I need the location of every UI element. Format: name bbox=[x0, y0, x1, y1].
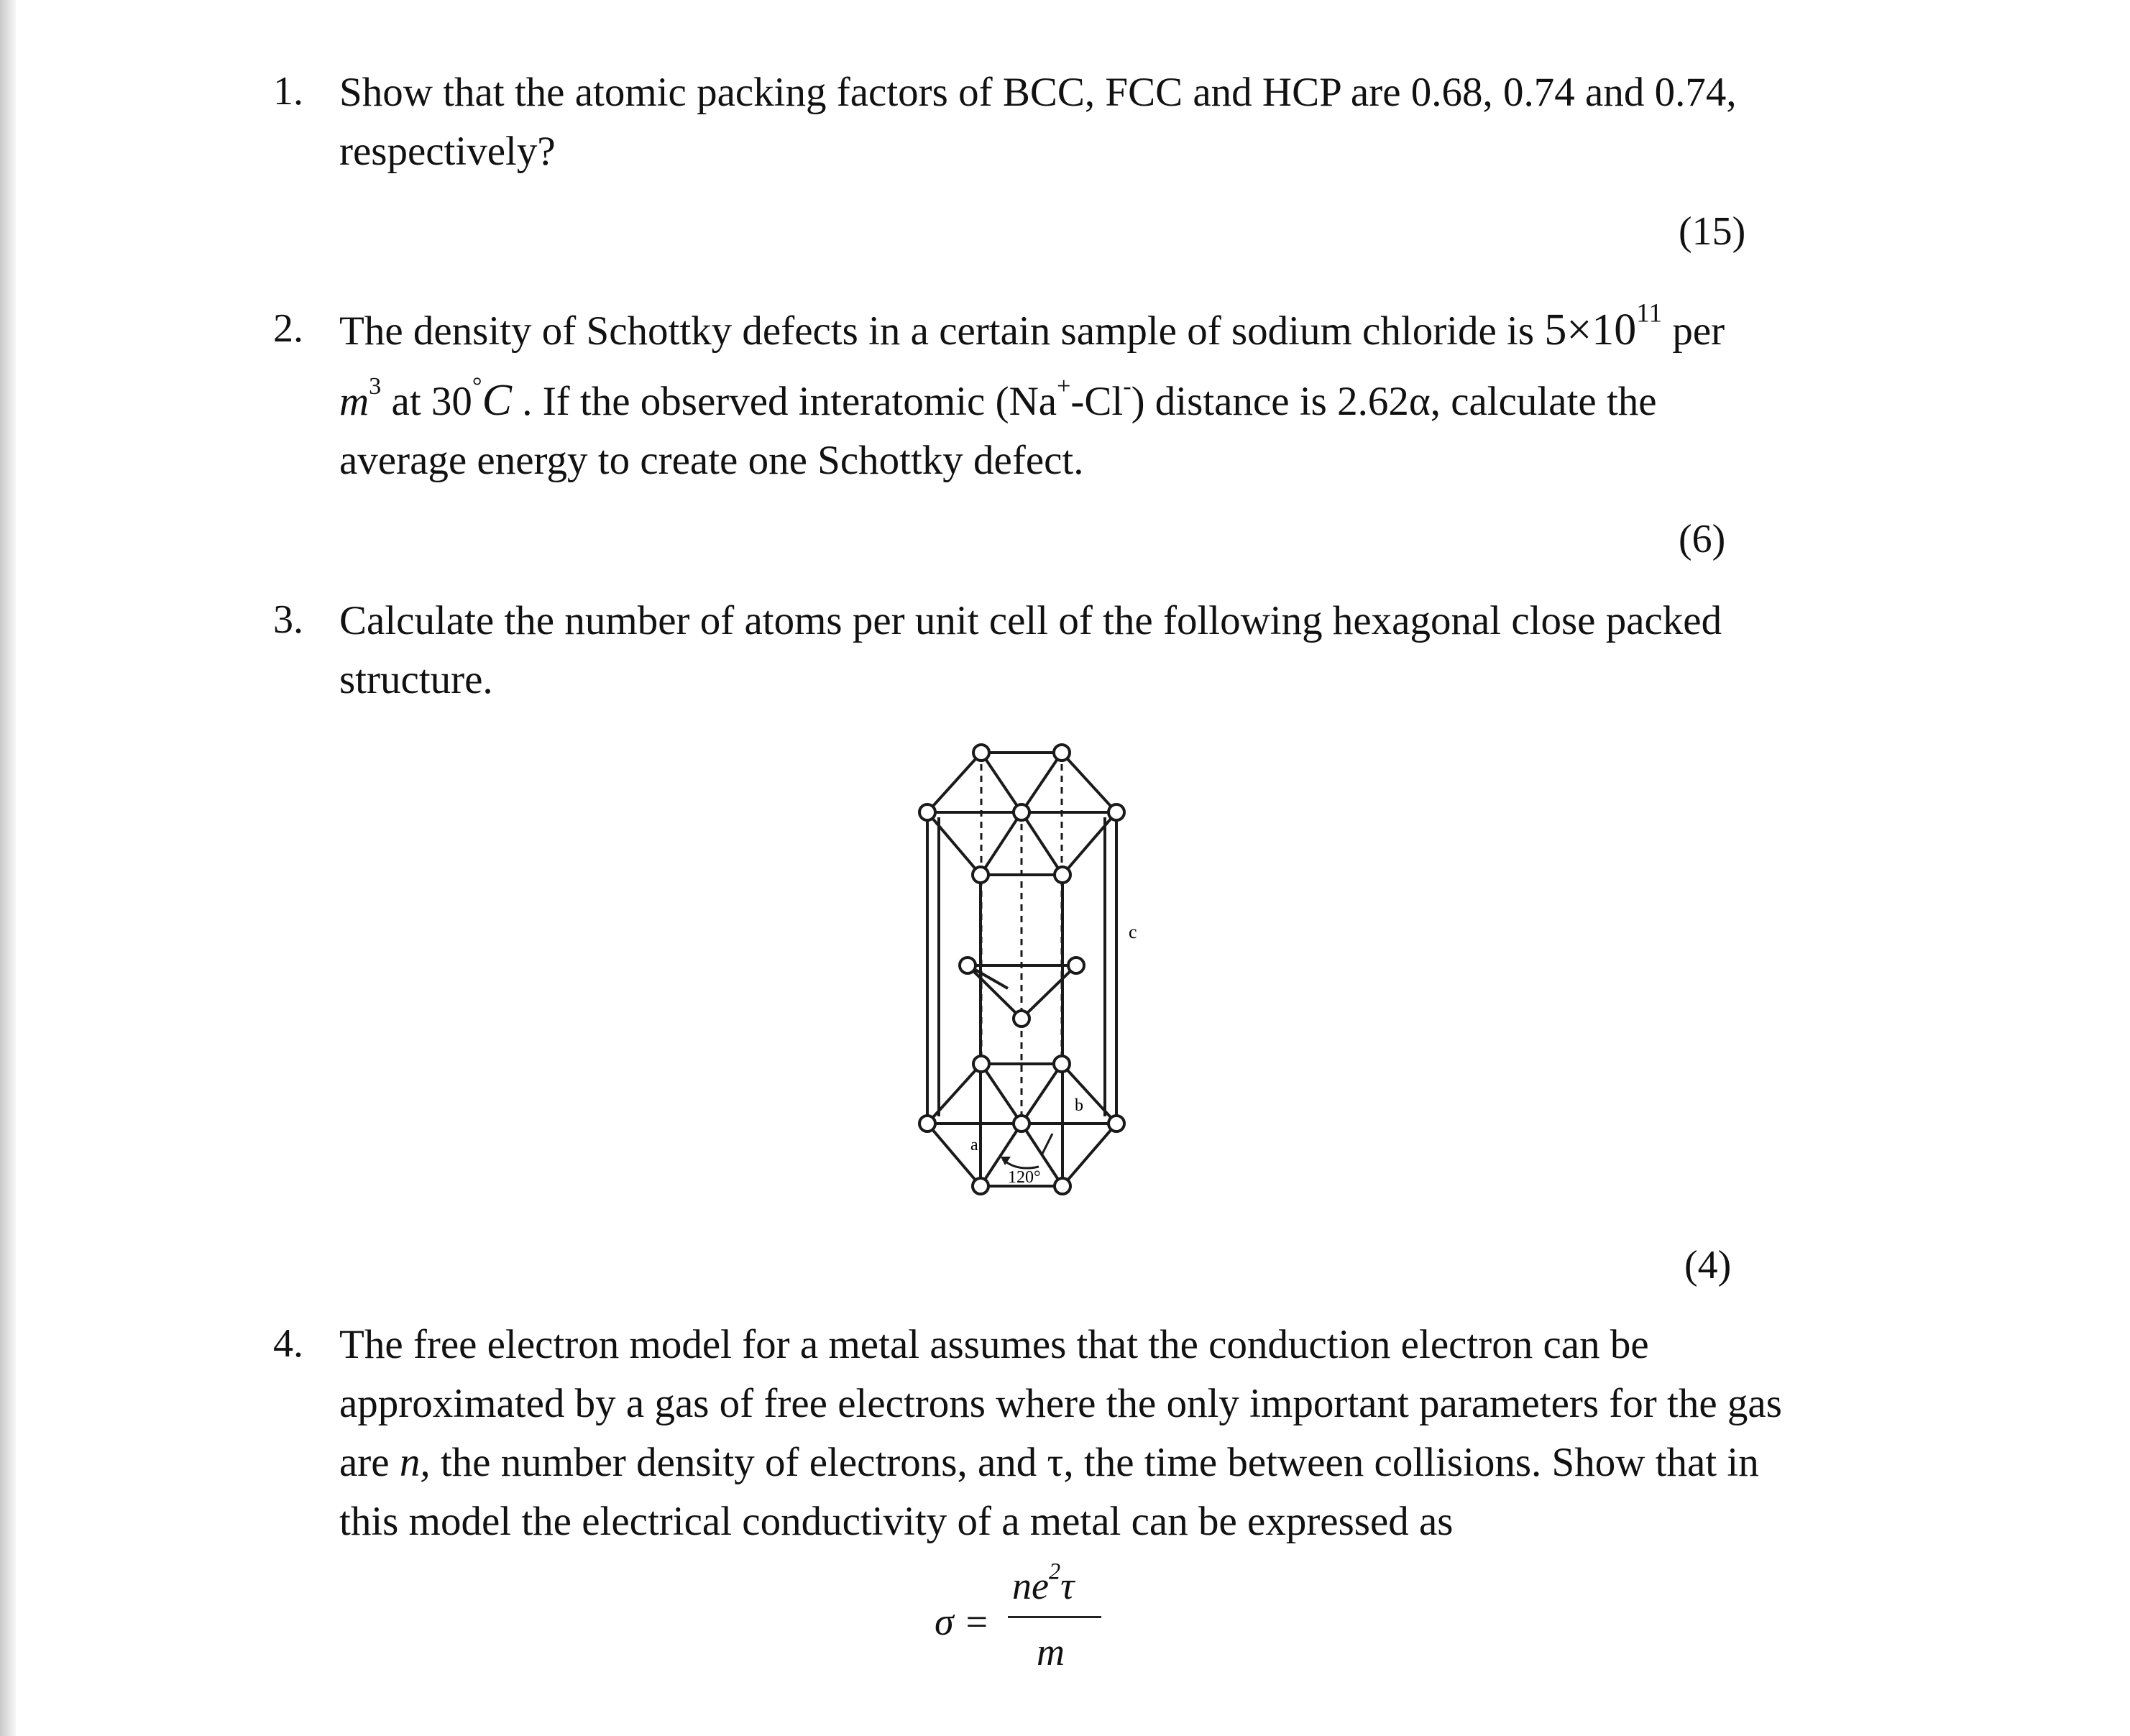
hcp-label-a: a bbox=[970, 1136, 978, 1154]
question-1-line-1: Show that the atomic packing factors of BCC, FCC and HCP are 0.68, 0.74 and 0.74, bbox=[339, 70, 1737, 115]
question-4-text bbox=[339, 1315, 1782, 1551]
formula-numerator: $ne^2\tau$ bbox=[1012, 1558, 1075, 1607]
question-3-line-1: Calculate the number of atoms per unit cell of the following hexagonal close packed bbox=[339, 598, 1722, 643]
question-4-line-1: The free electron model for a metal assumes that the conduction electron can be bbox=[339, 1322, 1649, 1367]
question-2-line-2: $m^3$ at 30°C . If the observed interatomic (Na+-Cl-) distance is 2.62α, calculate the bbox=[339, 372, 1657, 425]
hcp-label-b: b bbox=[1075, 1096, 1083, 1115]
question-1-marks: (15) bbox=[1679, 209, 1746, 254]
conductivity-formula bbox=[935, 1558, 1121, 1686]
question-2-line-1: The density of Schottky defects in a certain sample of sodium chloride is $5\times 10^{11}$ per bbox=[339, 298, 1725, 354]
question-4-line-2: approximated by a gas of free electrons where the only important parameters for the gas bbox=[339, 1381, 1782, 1426]
question-1-text bbox=[339, 63, 1737, 181]
formula-denominator: m bbox=[1037, 1630, 1065, 1673]
question-2-text bbox=[339, 300, 1725, 490]
hcp-label-c: c bbox=[1129, 922, 1137, 942]
question-4-number: 4. bbox=[273, 1321, 303, 1366]
fraction-bar bbox=[1008, 1616, 1101, 1618]
question-3-marks: (4) bbox=[1684, 1243, 1732, 1287]
hcp-unit-cell-figure bbox=[899, 737, 1316, 1215]
question-3-number: 3. bbox=[273, 597, 303, 642]
question-4-line-4: this model the electrical conductivity of a metal can be expressed as bbox=[339, 1499, 1454, 1544]
hcp-angle-label: 120° bbox=[1008, 1168, 1041, 1187]
page-edge-shadow bbox=[0, 0, 16, 1736]
formula-lhs: σ = bbox=[935, 1600, 990, 1643]
question-1-number: 1. bbox=[273, 69, 303, 114]
question-2-line-3: average energy to create one Schottky defect. bbox=[339, 438, 1084, 483]
question-4-line-3: are n, the number density of electrons, and τ, the time between collisions. Show that in bbox=[339, 1440, 1759, 1485]
question-2-marks: (6) bbox=[1679, 517, 1726, 561]
question-3-text bbox=[339, 592, 1722, 709]
question-2-number: 2. bbox=[273, 306, 303, 351]
question-3-line-2: structure. bbox=[339, 657, 493, 702]
density-value: $5\times 10^{11}$ bbox=[1544, 298, 1663, 354]
question-1-line-2: respectively? bbox=[339, 129, 556, 174]
